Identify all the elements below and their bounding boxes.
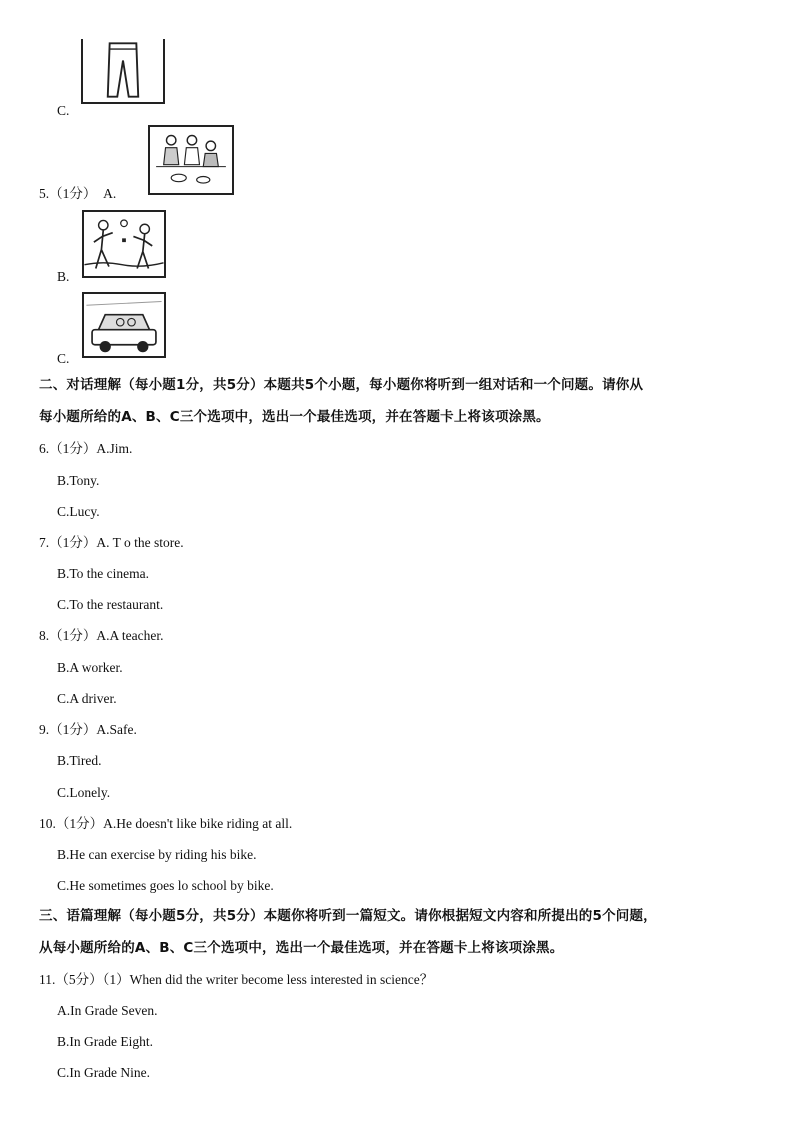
q11-stem: 11.（5分）（1）When did the writer become less interested in science？ <box>39 972 434 987</box>
q9-option-c: C.Lonely. <box>57 785 111 800</box>
q5-option-a-label: A. <box>103 186 117 201</box>
q8-option-c: C.A driver. <box>57 691 117 706</box>
q6-option-c: C.Lucy. <box>57 504 100 519</box>
q11-option-b: B.In Grade Eight. <box>57 1034 153 1049</box>
section2-heading-line1: 二、对话理解（每小题1分，共5分）本题共5个小题，每小题你将听到一组对话和一个问题。请你从 <box>39 377 644 393</box>
q11-option-c: C.In Grade Nine. <box>57 1065 150 1080</box>
section3-heading-line2: 从每小题所给的A、B、C三个选项中，选出一个最佳选项，并在答题卡上将该项涂黑。 <box>39 940 564 956</box>
ball-game-picture <box>82 210 166 278</box>
q5-option-c-label: C. <box>57 351 70 366</box>
q9-stem: 9.（1分）A.Safe. <box>39 722 137 737</box>
q10-stem: 10.（1分）A.He doesn't like bike riding at all. <box>39 816 293 831</box>
q6-option-b: B.Tony. <box>57 473 100 488</box>
q8-stem: 8.（1分）A.A teacher. <box>39 628 164 643</box>
q5-stem <box>39 185 116 203</box>
q7-option-c: C.To the restaurant. <box>57 597 164 612</box>
q11-option-a: A.In Grade Seven. <box>57 1003 158 1018</box>
q7-option-b: B.To the cinema. <box>57 566 150 581</box>
q6-stem: 6.（1分）A.Jim. <box>39 441 133 456</box>
section2-heading-line2: 每小题所给的A、B、C三个选项中，选出一个最佳选项，并在答题卡上将该项涂黑。 <box>39 409 550 425</box>
section3-heading-line1: 三、语篇理解（每小题5分，共5分）本题你将听到一篇短文。请你根据短文内容和所提出的5个问题， <box>39 908 657 924</box>
q8-option-b: B.A worker. <box>57 660 123 675</box>
q10-option-c: C.He sometimes goes lo school by bike. <box>57 878 274 893</box>
picnic-picture <box>148 125 234 195</box>
q4-option-c-label: C. <box>57 103 70 118</box>
q10-option-b: B.He can exercise by riding his bike. <box>57 847 257 862</box>
car-picture <box>82 292 166 358</box>
q9-option-b: B.Tired. <box>57 753 102 768</box>
q5-option-b-label: B. <box>57 269 70 284</box>
pants-picture <box>81 39 165 104</box>
q5-prefix: 5.（1分） <box>39 186 97 201</box>
q7-stem: 7.（1分）A. T o the store. <box>39 535 184 550</box>
